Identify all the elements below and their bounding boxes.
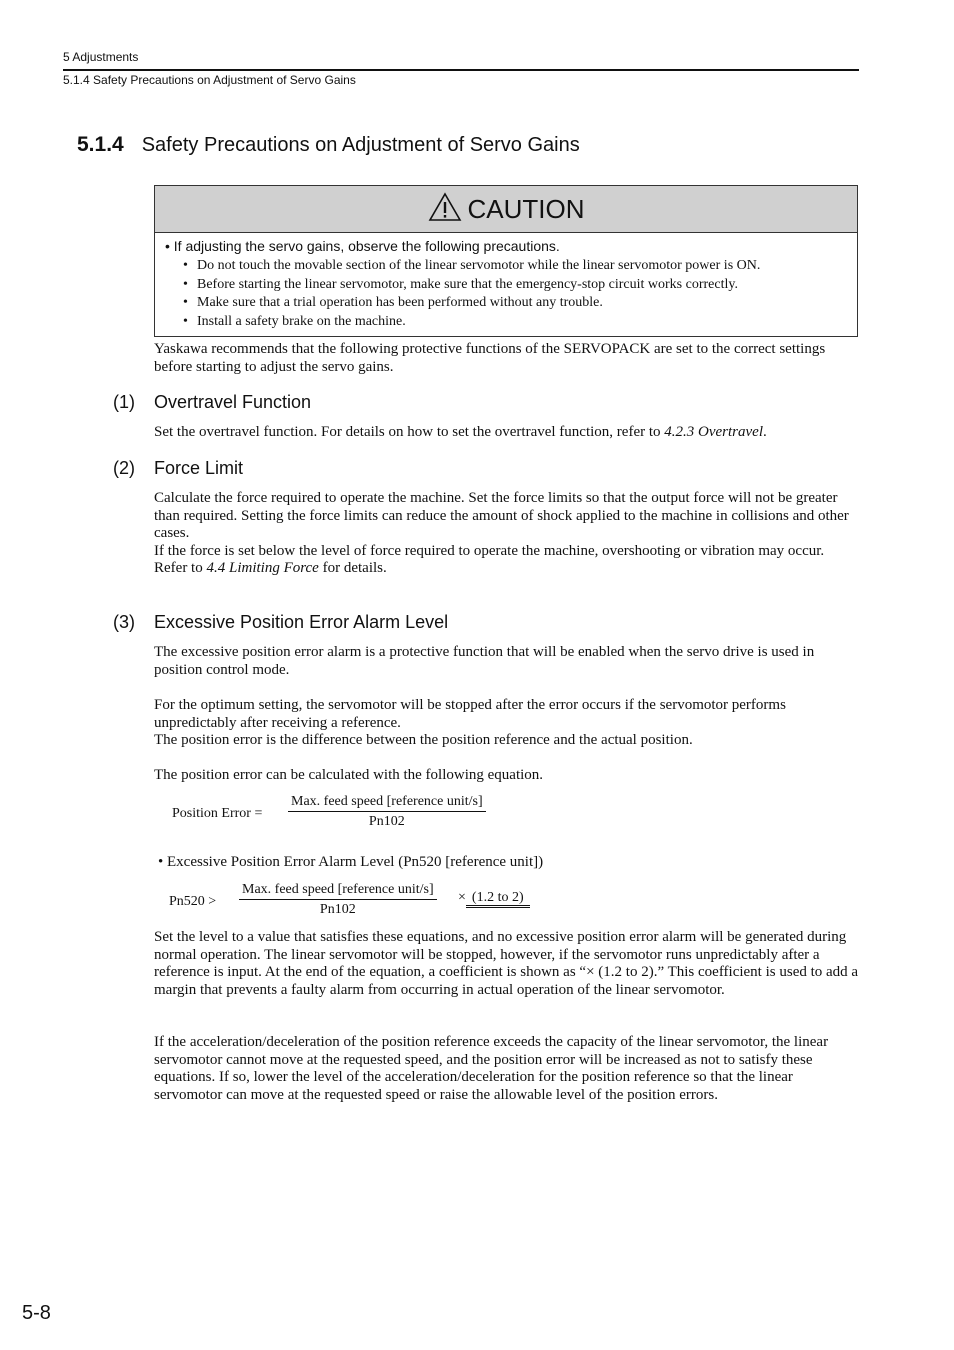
force-limit-paragraph — [154, 490, 860, 578]
subsection-title: Excessive Position Error Alarm Level — [154, 612, 449, 632]
caution-title: CAUTION — [467, 193, 585, 224]
intro-paragraph: Yaskawa recommends that the following protective functions of the SERVOPACK are set to the correct settings before starting to adjust the servo gains. — [154, 341, 826, 375]
section-heading — [77, 133, 580, 157]
alarm-paragraph-4: Set the level to a value that satisfies these equations, and no excessive position error alarm will be generated during normal operation. The linear servomotor will be stopped, however, if the servomotor runs unpredictably after a reference is input. At the end of the equation, a coefficient is shown as “× (1.2 to 2).” This coefficient is used to add a margin that prevents a faulty alarm from occurring in actual operation of the linear servomotor. — [154, 929, 859, 998]
warning-triangle-icon — [428, 192, 462, 227]
cross-reference: 4.2.3 Overtravel — [664, 424, 763, 440]
text: . — [763, 424, 767, 440]
subsection-heading-1 — [113, 392, 311, 413]
caution-box — [154, 185, 858, 337]
caution-item-text: Make sure that a trial operation has been performed without any trouble. — [197, 295, 603, 310]
header-rule — [63, 69, 859, 71]
caution-item-text: Do not touch the movable section of the linear servomotor while the linear servomotor power is ON. — [197, 258, 761, 273]
caution-item — [183, 294, 849, 313]
fraction-numerator: Max. feed speed [reference unit/s] — [288, 794, 486, 812]
equation-coefficient — [458, 890, 530, 906]
text — [154, 560, 860, 578]
caution-item — [183, 276, 849, 295]
equation-label: • Excessive Position Error Alarm Level (Pn520 [reference unit]) — [158, 854, 544, 870]
text: Set the overtravel function. For details on how to set the overtravel function, refer to — [154, 424, 665, 440]
fraction-denominator: Pn102 — [319, 902, 356, 917]
multiply-sign: × — [458, 890, 466, 905]
equation-lhs: Position Error = — [172, 806, 263, 821]
text: The position error is the difference between the position reference and the actual position. — [154, 732, 693, 748]
subsection-heading-2 — [113, 458, 243, 479]
running-header-section: 5.1.4 Safety Precautions on Adjustment of Servo Gains — [63, 73, 356, 87]
equation-lhs: Pn520 > — [169, 894, 217, 909]
text: Calculate the force required to operate the machine. Set the force limits so that the output force will not be greater than required. Setting the force limits can reduce the amount of shock applied to the machine in collisions and other cases. — [154, 490, 849, 541]
subsection-number: (3) — [113, 612, 135, 632]
equation-fraction — [239, 882, 437, 918]
text: If the force is set below the level of force required to operate the machine, overshooting or vibration may occur. — [154, 542, 825, 559]
caution-item — [183, 257, 849, 276]
caution-header — [155, 186, 857, 233]
caution-lead: • If adjusting the servo gains, observe the following precautions. — [165, 238, 560, 254]
caution-item — [183, 313, 849, 332]
section-number: 5.1.4 — [77, 133, 124, 156]
alarm-paragraph-5: If the acceleration/deceleration of the position reference exceeds the capacity of the linear servomotor, the linear servomotor cannot move at the requested speed, and the position error will be increased as not to satisfy these equations. If so, lower the level of the acceleration/deceleration for the position reference so that the linear servomotor can move at the requested speed or raise the allowable level of the position errors. — [154, 1034, 829, 1103]
fraction-numerator: Max. feed speed [reference unit/s] — [239, 882, 437, 900]
caution-item-text: Install a safety brake on the machine. — [197, 313, 406, 329]
subsection-heading-3 — [113, 612, 448, 633]
caution-list — [165, 257, 849, 331]
text: Refer to — [154, 560, 207, 576]
subsection-title: Overtravel Function — [154, 392, 312, 412]
alarm-paragraph-3: The position error can be calculated with the following equation. — [154, 767, 544, 783]
running-header-chapter: 5 Adjustments — [63, 50, 139, 64]
caution-item-text: Before starting the linear servomotor, make sure that the emergency-stop circuit works correctly. — [197, 276, 738, 292]
section-title-text: Safety Precautions on Adjustment of Servo Gains — [141, 134, 580, 156]
page-number: 5-8 — [22, 1302, 51, 1324]
coefficient-value: (1.2 to 2) — [466, 890, 530, 908]
subsection-number: (1) — [113, 392, 135, 412]
text: for details. — [318, 560, 387, 576]
overtravel-paragraph — [154, 424, 860, 442]
equation-fraction — [288, 794, 486, 830]
caution-body — [155, 233, 857, 331]
subsection-number: (2) — [113, 458, 135, 478]
text: For the optimum setting, the servomotor will be stopped after the error occurs if the servomotor performs unpredictably after receiving a reference. — [154, 697, 786, 731]
alarm-paragraph-2 — [154, 697, 860, 750]
subsection-title: Force Limit — [154, 458, 244, 478]
fraction-denominator: Pn102 — [368, 814, 405, 829]
alarm-paragraph-1: The excessive position error alarm is a protective function that will be enabled when the servo drive is used in position control mode. — [154, 644, 815, 678]
cross-reference: 4.4 Limiting Force — [206, 560, 319, 576]
